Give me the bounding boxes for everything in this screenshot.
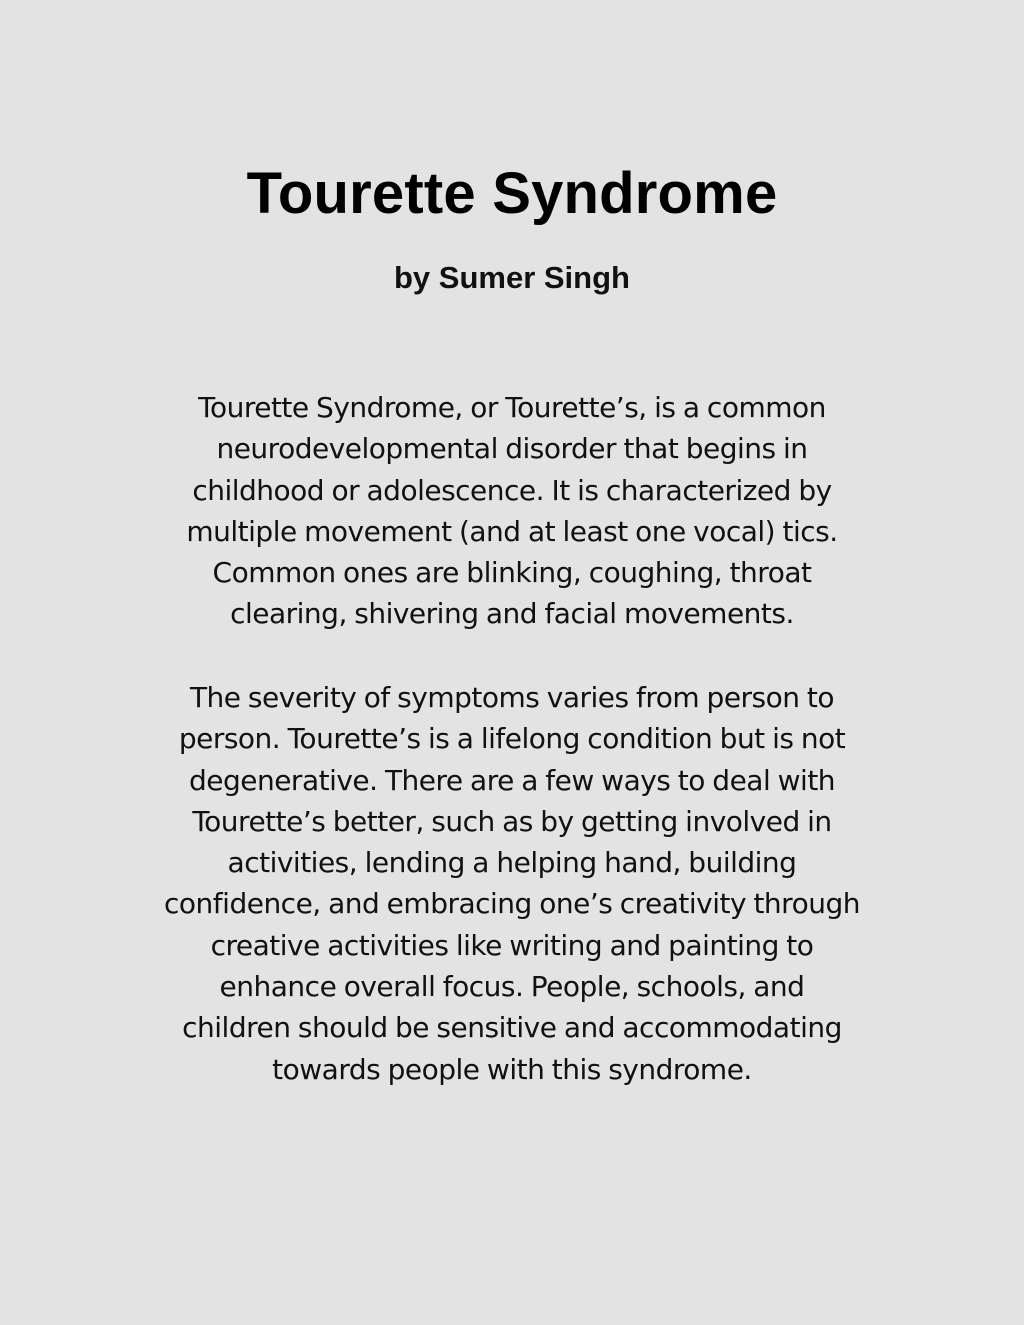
paragraph-line: neurodevelopmental disorder that begins in [216,432,808,466]
author-byline: by Sumer Singh [394,260,630,295]
page-title: Tourette Syndrome [246,161,778,226]
paragraph-line: confidence, and embracing one’s creativity through [164,887,860,921]
paragraph-line: The severity of symptoms varies from person to [189,681,835,714]
paragraph-line: Tourette Syndrome, or Tourette’s, is a common [198,391,826,424]
paragraph-line: childhood or adolescence. It is characterized by [192,473,832,507]
paragraph-line: enhance overall focus. People, schools, and [219,970,805,1004]
paragraph-line: Tourette’s better, such as by getting involved in [192,804,832,838]
paragraph-line: children should be sensitive and accommodating [182,1011,842,1045]
paragraph-severity [132,677,892,1090]
paragraph-line: creative activities like writing and painting to [210,928,814,962]
paragraph-line: activities, lending a helping hand, building [227,846,797,880]
paragraph-line: towards people with this syndrome. [272,1052,752,1086]
paragraph-line: multiple movement (and at least one vocal) tics. [186,514,838,548]
paragraph-line: Common ones are blinking, coughing, throat [212,556,812,590]
paragraph-line: degenerative. There are a few ways to deal with [188,763,836,797]
paragraph-line: person. Tourette’s is a lifelong condition but is not [178,722,846,756]
paragraph-introduction [132,387,892,635]
paragraph-line: clearing, shivering and facial movements. [230,597,794,631]
